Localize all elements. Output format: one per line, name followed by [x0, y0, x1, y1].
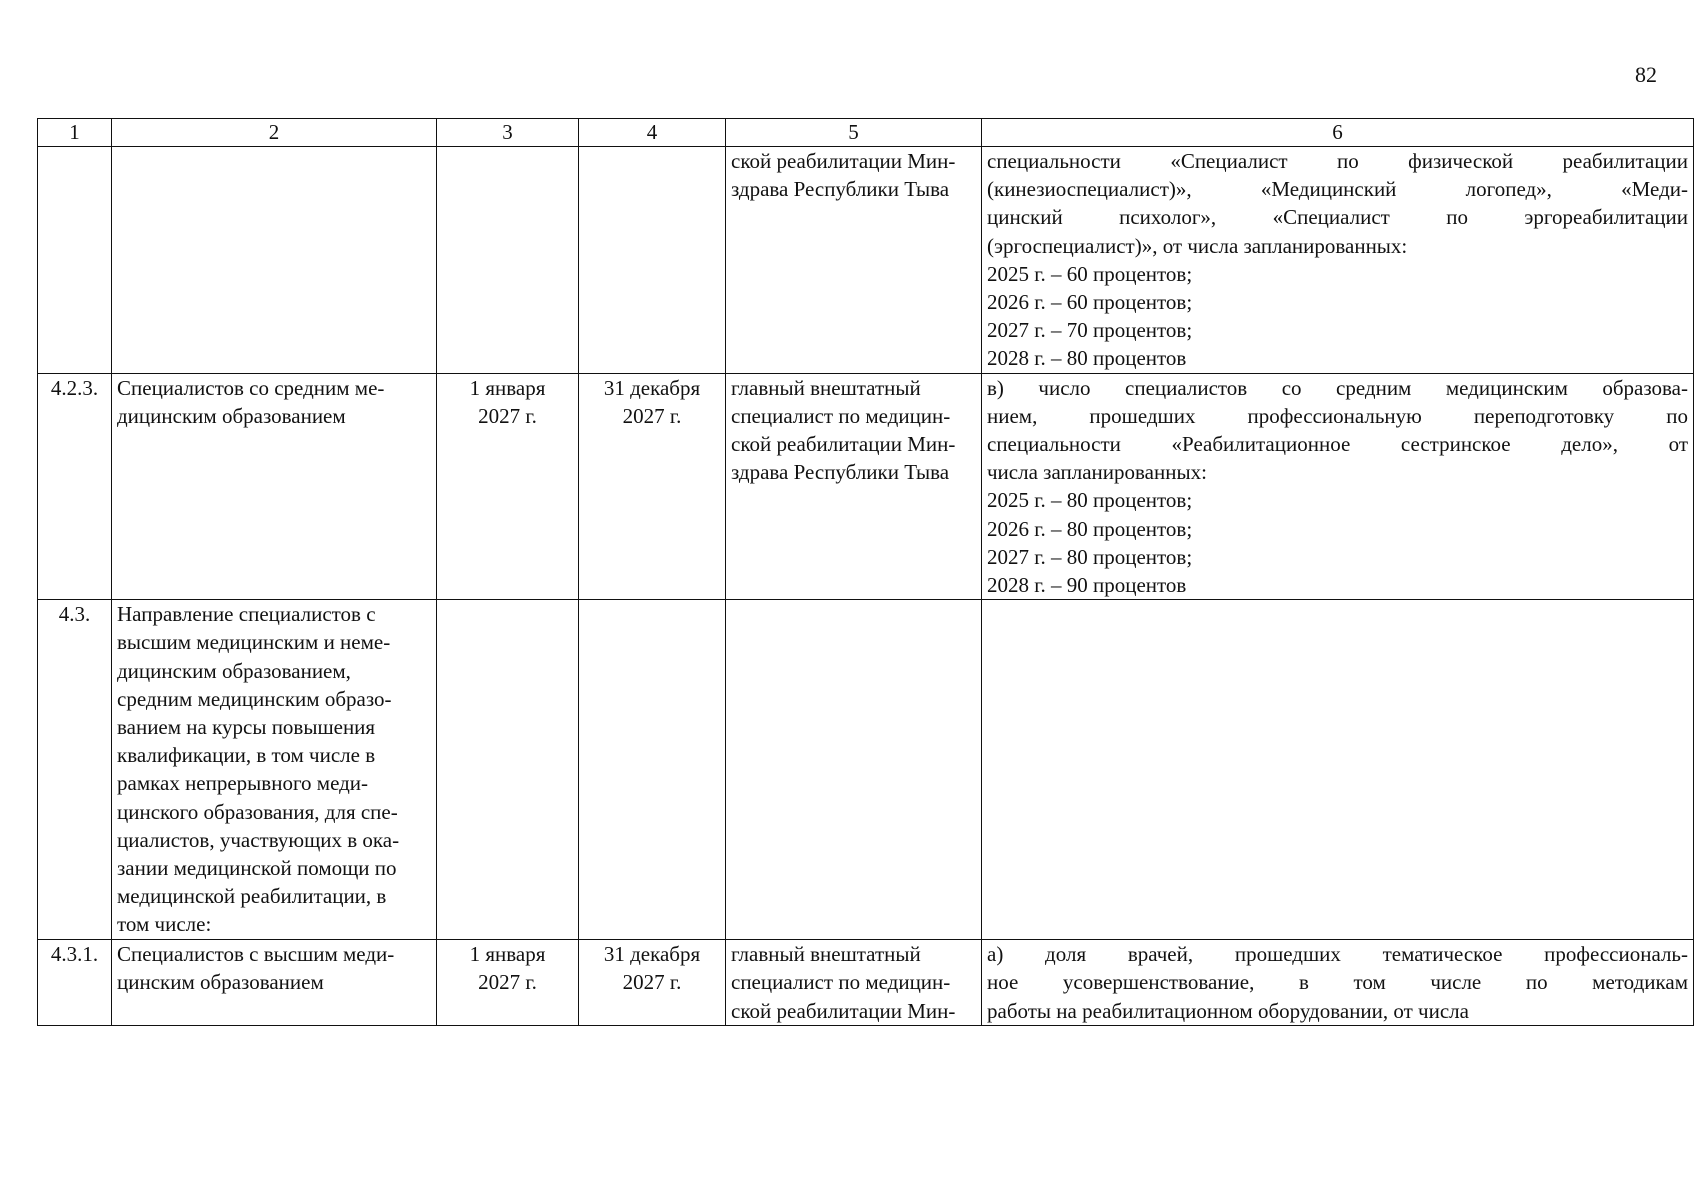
- item-name-line: рамках непрерывного меди-: [117, 771, 369, 796]
- indicator-line: цинский психолог», «Специалист по эргореабилитации: [987, 205, 1688, 230]
- item-name-line: квалификации, в том числе в: [117, 743, 376, 768]
- item-name-line: средним медицинским образо-: [117, 686, 392, 711]
- item-name-line: зании медицинской помощи по: [117, 856, 397, 881]
- indicator-line: работы на реабилитационном оборудовании, от числа: [987, 998, 1469, 1023]
- indicator-line: 2027 г. – 80 процентов;: [987, 544, 1193, 569]
- end-date-cell: [579, 147, 726, 374]
- start-date-line: 2027 г.: [478, 403, 537, 428]
- table-header-row: [38, 119, 1694, 147]
- responsible-line: главный внештатный: [731, 375, 921, 400]
- responsible-line: специалист по медицин-: [731, 403, 951, 428]
- start-date-line: 1 января: [469, 942, 546, 967]
- end-date-line: 2027 г.: [622, 970, 682, 995]
- responsible-cell: [726, 940, 982, 1026]
- start-date-cell: [437, 373, 579, 600]
- end-date-cell: [579, 940, 726, 1026]
- indicator-cell: [982, 373, 1694, 600]
- item-name-cell: [112, 600, 437, 940]
- end-date-line: 31 декабря: [603, 375, 701, 400]
- indicator-cell: [982, 147, 1694, 374]
- responsible-line: ской реабилитации Мин-: [731, 432, 956, 457]
- table-row: [38, 940, 1694, 1026]
- indicator-line: 2028 г. – 80 процентов: [987, 346, 1187, 371]
- item-name-line: Направление специалистов с: [117, 602, 376, 627]
- indicator-line: числа запланированных:: [987, 460, 1207, 485]
- responsible-line: здрава Республики Тыва: [731, 460, 950, 485]
- indicator-line: 2025 г. – 60 процентов;: [987, 261, 1193, 286]
- column-header-1: 1: [38, 119, 112, 147]
- indicator-cell: [982, 940, 1694, 1026]
- indicator-line: ное усовершенствование, в том числе по методикам: [987, 970, 1688, 995]
- column-header-5: 5: [726, 119, 982, 147]
- item-name-line: дицинским образованием,: [117, 658, 351, 683]
- indicator-line: (эргоспециалист)», от числа запланированных:: [987, 233, 1408, 258]
- item-name-line: Специалистов с высшим меди-: [117, 942, 395, 967]
- indicator-line: 2028 г. – 90 процентов: [987, 573, 1187, 598]
- item-name-cell: [112, 373, 437, 600]
- indicator-line: в) число специалистов со средним медицинским образова-: [987, 375, 1688, 400]
- item-name-line: дицинским образованием: [117, 403, 346, 428]
- responsible-line: ской реабилитации Мин-: [731, 149, 956, 173]
- item-name-line: цинским образованием: [117, 970, 324, 995]
- table-row: [38, 147, 1694, 374]
- responsible-line: ской реабилитации Мин-: [731, 998, 956, 1023]
- start-date-line: 1 января: [469, 375, 546, 400]
- responsible-cell: [726, 147, 982, 374]
- item-number-cell: 4.3.1.: [38, 940, 112, 1026]
- responsible-line: специалист по медицин-: [731, 970, 951, 995]
- indicator-line: а) доля врачей, прошедших тематическое профессиональ-: [987, 942, 1688, 967]
- start-date-cell: [437, 940, 579, 1026]
- end-date-line: 2027 г.: [622, 403, 682, 428]
- start-date-line: 2027 г.: [478, 970, 537, 995]
- item-name-cell: [112, 940, 437, 1026]
- column-header-3: 3: [437, 119, 579, 147]
- column-header-2: 2: [112, 119, 437, 147]
- item-name-line: ванием на курсы повышения: [117, 715, 376, 740]
- start-date-cell: [437, 600, 579, 940]
- item-name-line: том числе:: [117, 912, 212, 937]
- responsible-line: здрава Республики Тыва: [731, 177, 950, 202]
- item-name-cell: [112, 147, 437, 374]
- indicator-cell: [982, 600, 1694, 940]
- indicator-line: специальности «Специалист по физической реабилитации: [987, 149, 1688, 173]
- column-header-6: 6: [982, 119, 1694, 147]
- indicator-line: нием, прошедших профессиональную переподготовку по: [987, 403, 1688, 428]
- responsible-line: главный внештатный: [731, 942, 921, 967]
- item-name-line: Специалистов со средним ме-: [117, 375, 385, 400]
- end-date-cell: [579, 373, 726, 600]
- measures-table: [37, 118, 1694, 1026]
- indicator-line: (кинезиоспециалист)», «Медицинский логопед», «Меди-: [987, 177, 1688, 202]
- item-name-line: медицинской реабилитации, в: [117, 884, 387, 909]
- page-number: 82: [1635, 62, 1657, 87]
- item-name-line: высшим медицинским и неме-: [117, 630, 391, 655]
- item-name-line: циалистов, участвующих в ока-: [117, 827, 400, 852]
- item-number-cell: 4.2.3.: [38, 373, 112, 600]
- indicator-line: специальности «Реабилитационное сестринское дело», от: [987, 432, 1688, 457]
- column-header-4: 4: [579, 119, 726, 147]
- item-number-cell: 4.3.: [38, 600, 112, 940]
- responsible-cell: [726, 373, 982, 600]
- indicator-line: 2027 г. – 70 процентов;: [987, 318, 1193, 343]
- start-date-cell: [437, 147, 579, 374]
- item-name-line: цинского образования, для спе-: [117, 799, 398, 824]
- table-row: [38, 373, 1694, 600]
- indicator-line: 2026 г. – 80 процентов;: [987, 516, 1193, 541]
- table-row: [38, 600, 1694, 940]
- responsible-cell: [726, 600, 982, 940]
- indicator-line: 2025 г. – 80 процентов;: [987, 488, 1193, 513]
- indicator-line: 2026 г. – 60 процентов;: [987, 290, 1193, 315]
- item-number-cell: [38, 147, 112, 374]
- end-date-cell: [579, 600, 726, 940]
- end-date-line: 31 декабря: [603, 942, 701, 967]
